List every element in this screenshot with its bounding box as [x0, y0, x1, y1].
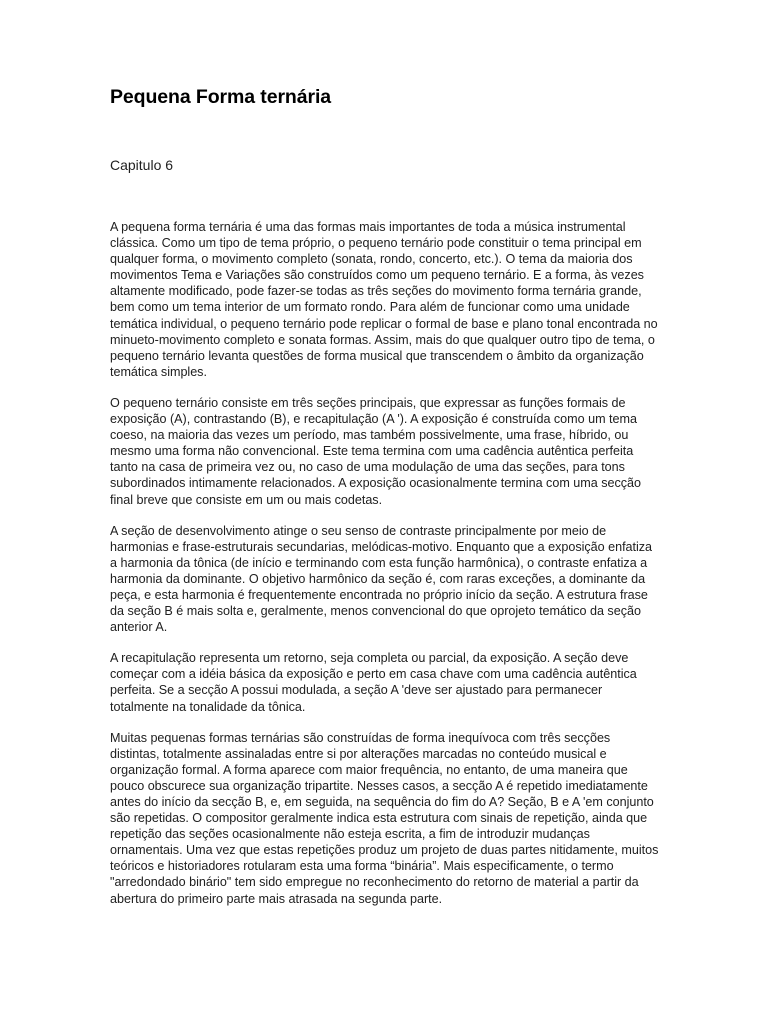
paragraph-4: A recapitulação representa um retorno, seja completa ou parcial, da exposição. A seção deve começar com a idéia básica da exposição e perto em casa chave com uma cadência autêntica perfeita. Se a secção A possui modulada, a seção A 'deve ser ajustado para permanecer totalmente na tonalidade da tônica. [110, 651, 637, 714]
paragraph-3: A seção de desenvolvimento atinge o seu senso de contraste principalmente por meio de harmonias e frase-estruturais secundarias, melódicas-motivo. Enquanto que a exposição enfatiza a harmonia da tônica (de início e terminando com esta função harmônica), o contraste enfatiza a harmonia da dominante. O objetivo harmônico da seção é, com raras exceções, a dominante da peça, e esta harmonia é frequentemente encontrada no próprio início da seção. A estrutura frase da seção B é mais solta e, geralmente, menos convencional do que oprojeto temático da seção anterior A. [110, 523, 653, 635]
paragraph-1: A pequena forma ternária é uma das formas mais importantes de toda a música instrumental clássica. Como um tipo de tema próprio, o pequeno ternário pode constituir o tema principal em qualquer forma, o movimento completo (sonata, rondo, concerto, etc.). O tema da maioria dos movimentos Tema e Variações são construídos como um pequeno ternário. E a forma, às vezes altamente modificado, pode fazer-se todas as três seções do movimento forma ternária grande, bem como um tema interior de um formato rondo. Para além de funcionar como uma unidade temática individual, o pequeno ternário pode replicar o formal de base e plano tonal encontrada no minueto-movimento completo e sonata formas. Assim, mais do que qualquer outro tipo de tema, o pequeno ternário levanta questões de forma musical que transcendem o âmbito da organização temática simples. [110, 220, 658, 379]
page-title: Pequena Forma ternária [110, 86, 332, 108]
paragraph-2: O pequeno ternário consiste em três seções principais, que expressar as funções formais de exposição (A), contrastando (B), e recapitulação (A '). A exposição é construída como um tema coeso, na maioria das vezes um período, mas também possivelmente, uma frase, híbrido, ou mesmo uma forma não convencional. Este tema termina com uma cadência autêntica perfeita tanto na casa de primeira vez ou, no caso de uma modulação de uma das seções, para tons subordinados intimamente relacionados. A exposição ocasionalmente termina com uma secção final breve que consiste em um ou mais codetas. [110, 395, 641, 507]
paragraph-5: Muitas pequenas formas ternárias são construídas de forma inequívoca com três secções distintas, totalmente assinaladas entre si por alterações marcadas no conteúdo musical e organização formal. A forma aparece com maior frequência, no entanto, de uma maneira que pouco obscurece sua organização tripartite. Nesses casos, a secção A é repetido imediatamente antes do início da secção B, e, em seguida, na sequência do fim do A? Seção, B e A 'em conjunto são repetidas. O compositor geralmente indica esta estrutura com sinais de repetição, ainda que repetição das seções ocasionalmente não esteja escrita, a fim de introduzir mudanças ornamentais. Uma vez que estas repetições produz um projeto de duas partes nitidamente, muitos teóricos e historiadores rotularam esta uma forma “binária”. Mais especificamente, o termo "arredondado binário" tem sido empregue no reconhecimento do retorno de material a partir da abertura do primeiro parte mais atrasada na segunda parte. [110, 730, 659, 906]
chapter-heading: Capitulo 6 [110, 157, 174, 173]
document-body [110, 219, 662, 922]
